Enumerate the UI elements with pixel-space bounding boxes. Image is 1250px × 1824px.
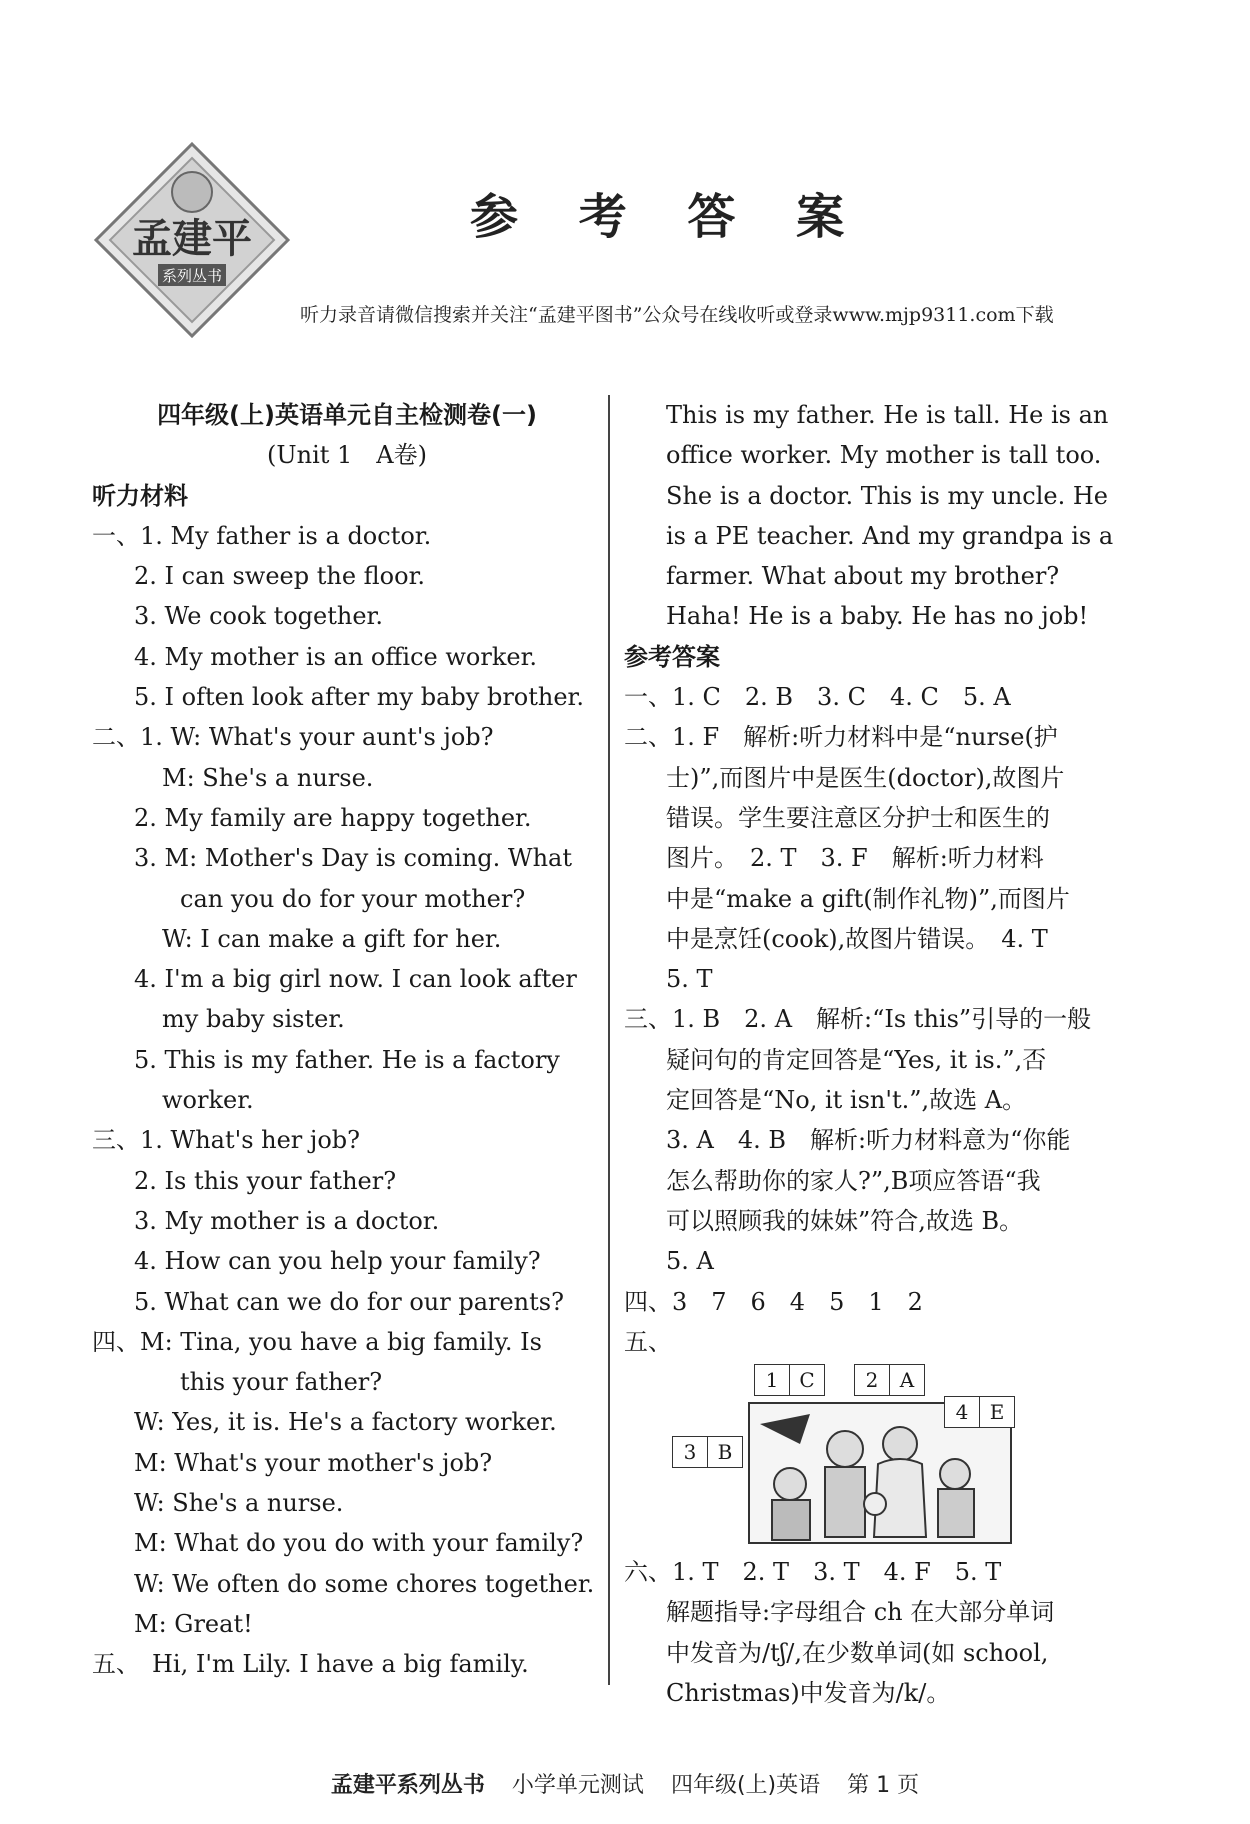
text-line: 五、	[624, 1327, 672, 1356]
family-picture-figure	[658, 1362, 1098, 1552]
page-title: 参 考 答 案	[470, 189, 867, 245]
text-line: Haha! He is a baby. He has no job!	[666, 602, 1089, 631]
label-box-2: 2 A	[854, 1364, 925, 1396]
text-line: 错误。学生要注意区分护士和医生的	[666, 803, 1050, 832]
text-line: 2. My family are happy together.	[134, 803, 532, 832]
text-line: 士)”,而图片中是医生(doctor),故图片	[666, 763, 1065, 792]
text-line: 五、 Hi, I'm Lily. I have a big family.	[92, 1650, 529, 1679]
footer-book: 小学单元测试	[511, 1773, 644, 1798]
publisher-logo	[92, 140, 292, 340]
text-line: 疑问句的肯定回答是“Yes, it is.”,否	[666, 1045, 1047, 1074]
text-line: W: We often do some chores together.	[134, 1569, 595, 1598]
footer-series: 孟建平系列丛书	[330, 1773, 485, 1798]
text-line: 中发音为/tʃ/,在少数单词(如 school,	[666, 1638, 1049, 1667]
text-line: 一、1. C 2. B 3. C 4. C 5. A	[624, 683, 1011, 712]
text-line: 4. My mother is an office worker.	[134, 642, 538, 671]
text-line: 3. M: Mother's Day is coming. What	[134, 844, 572, 873]
text-line: 三、1. B 2. A 解析:“Is this”引导的一般	[624, 1005, 1092, 1034]
text-line: 三、1. What's her job?	[92, 1126, 361, 1155]
logo-brand-text: 孟建平	[132, 216, 252, 262]
text-line: W: She's a nurse.	[134, 1489, 344, 1518]
text-line: 中是“make a gift(制作礼物)”,而图片	[666, 884, 1070, 913]
text-line: Christmas)中发音为/k/。	[666, 1679, 951, 1708]
column-divider	[608, 395, 610, 1685]
label-box-3: 3 B	[672, 1436, 743, 1468]
text-line: 4. I'm a big girl now. I can look after	[134, 965, 577, 994]
text-line: 3. My mother is a doctor.	[134, 1206, 440, 1235]
text-line: my baby sister.	[162, 1005, 345, 1034]
text-line: 3. A 4. B 解析:听力材料意为“你能	[666, 1126, 1071, 1155]
text-line: M: She's a nurse.	[162, 763, 374, 792]
text-line: M: What do you do with your family?	[134, 1529, 584, 1558]
text-line: 四、M: Tina, you have a big family. Is	[92, 1327, 542, 1356]
text-line: 六、1. T 2. T 3. T 4. F 5. T	[624, 1558, 1002, 1587]
text-line: 5. This is my father. He is a factory	[134, 1045, 560, 1074]
text-line: worker.	[162, 1086, 254, 1115]
label-box-1: 1 C	[754, 1364, 825, 1396]
text-line: 二、1. W: What's your aunt's job?	[92, 723, 494, 752]
text-line: 5. A	[666, 1247, 714, 1276]
left-column	[92, 395, 602, 1685]
text-line: M: Great!	[134, 1609, 253, 1638]
text-line: this your father?	[180, 1368, 383, 1397]
text-line: 二、1. F 解析:听力材料中是“nurse(护	[624, 723, 1058, 752]
text-line: farmer. What about my brother?	[666, 562, 1060, 591]
logo-series-text: 系列丛书	[161, 267, 223, 285]
text-line: can you do for your mother?	[180, 884, 526, 913]
text-line: 定回答是“No, it isn't.”,故选 A。	[666, 1086, 1027, 1115]
audio-notice: 听力录音请微信搜索并关注“孟建平图书”公众号在线收听或登录www.mjp9311.com下载	[300, 304, 1054, 326]
text-line: 参考答案	[624, 642, 720, 671]
text-line: 2. Is this your father?	[134, 1166, 397, 1195]
text-line: 图片。 2. T 3. F 解析:听力材料	[666, 844, 1044, 873]
text-line: M: What's your mother's job?	[134, 1448, 493, 1477]
text-line: 解题指导:字母组合 ch 在大部分单词	[666, 1598, 1055, 1627]
right-column	[624, 395, 1134, 1713]
text-line: This is my father. He is tall. He is an	[666, 401, 1109, 429]
text-line: 可以照顾我的妹妹”符合,故选 B。	[666, 1206, 1024, 1235]
text-line: 5. What can we do for our parents?	[134, 1287, 564, 1316]
text-line: is a PE teacher. And my grandpa is a	[666, 521, 1114, 550]
text-line: 听力材料	[92, 481, 188, 510]
text-line: office worker. My mother is tall too.	[666, 441, 1102, 470]
footer-page-number: 第 1 页	[847, 1773, 920, 1798]
text-line: 中是烹饪(cook),故图片错误。 4. T	[666, 924, 1048, 953]
text-line: 一、1. My father is a doctor.	[92, 521, 432, 550]
text-line: 5. T	[666, 965, 713, 994]
text-line: W: Yes, it is. He's a factory worker.	[134, 1408, 557, 1437]
footer-grade: 四年级(上)英语	[670, 1773, 821, 1798]
page-footer	[0, 1768, 1250, 1799]
text-line: W: I can make a gift for her.	[162, 924, 502, 953]
text-line: 怎么帮助你的家人?”,B项应答语“我	[666, 1166, 1041, 1195]
text-line: 四、3 7 6 4 5 1 2	[624, 1287, 923, 1316]
text-line: 四年级(上)英语单元自主检测卷(一)	[157, 401, 537, 429]
text-line: 5. I often look after my baby brother.	[134, 683, 585, 712]
text-line: 3. We cook together.	[134, 602, 384, 631]
text-line: 4. How can you help your family?	[134, 1247, 541, 1276]
text-line: 2. I can sweep the floor.	[134, 562, 426, 591]
label-box-4: 4 E	[944, 1396, 1015, 1428]
text-line: She is a doctor. This is my uncle. He	[666, 481, 1109, 510]
text-line: (Unit 1 A卷)	[267, 441, 427, 470]
